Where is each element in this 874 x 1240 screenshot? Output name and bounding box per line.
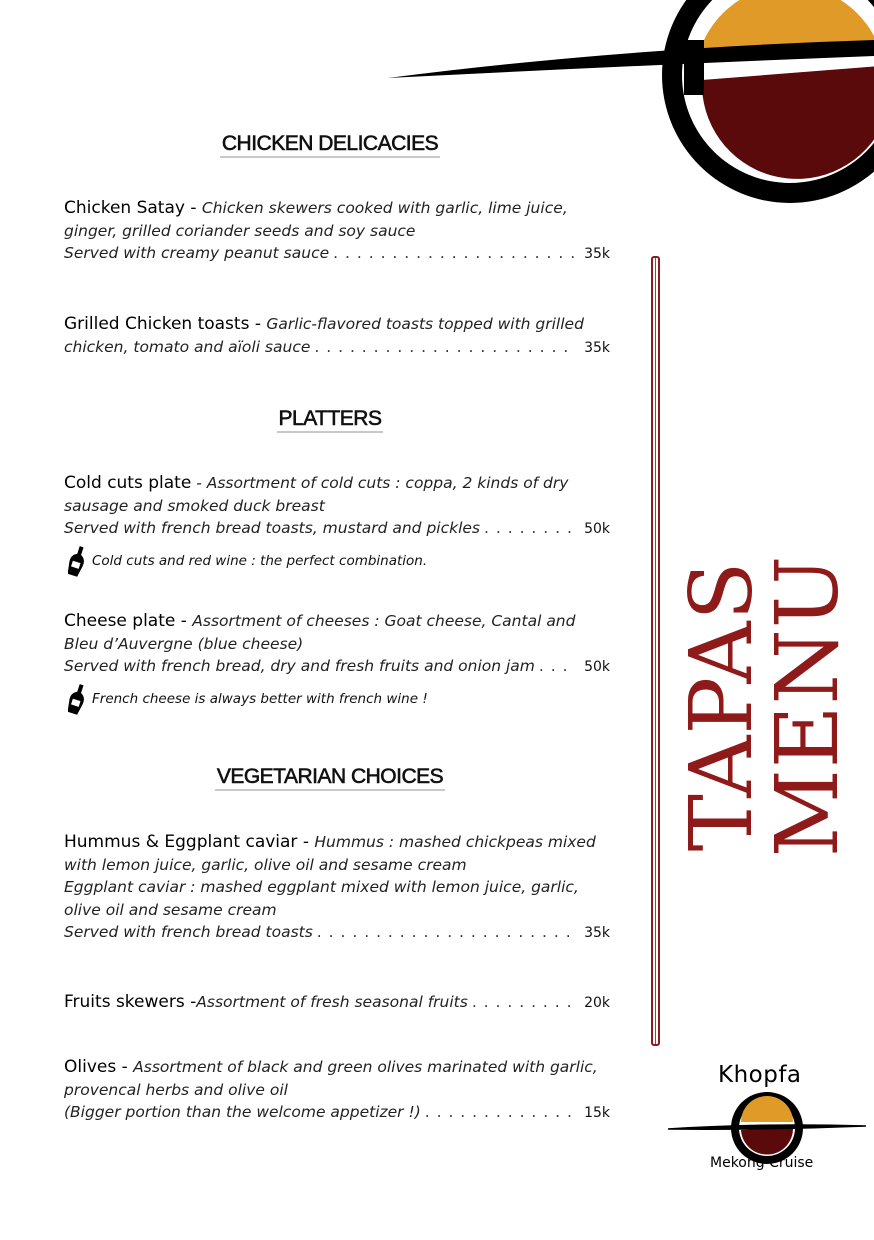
dot-leader	[314, 336, 574, 359]
dot-leader	[484, 517, 574, 540]
section-title-vegetarian: VEGETARIAN CHOICES	[60, 765, 600, 791]
item-name: Hummus & Eggplant caviar -	[64, 832, 315, 852]
item-price: 35k	[584, 246, 610, 263]
dot-leader	[539, 655, 574, 678]
item-name: Grilled Chicken toasts -	[64, 314, 267, 334]
item-desc: Served with french bread toasts, mustard and pickles	[64, 519, 481, 538]
item-desc: Served with french bread, dry and fresh fruits and onion jam	[64, 657, 535, 676]
section-title-chicken: CHICKEN DELICACIES	[60, 132, 600, 158]
item-desc: Served with french bread toasts	[64, 923, 313, 942]
menu-item-hummus-eggplant	[64, 831, 610, 945]
wine-bottle-icon	[68, 545, 86, 577]
menu-item-fruits-skewers	[64, 991, 610, 1015]
wine-pairing-tip	[68, 545, 427, 577]
item-desc: Assortment of cold cuts : coppa, 2 kinds of dry	[206, 474, 569, 492]
item-name: Chicken Satay -	[64, 198, 202, 218]
menu-item-cheese-plate	[64, 610, 610, 679]
menu-item-cold-cuts-plate	[64, 472, 610, 541]
vertical-divider-rail	[651, 256, 660, 1046]
item-price: 50k	[584, 521, 610, 538]
item-price: 35k	[584, 339, 610, 356]
brand-tagline: Mekong Cruise	[710, 1155, 814, 1171]
item-desc: Garlic-flavored toasts topped with grilled	[266, 315, 584, 333]
item-desc: chicken, tomato and aïoli sauce	[64, 337, 311, 356]
item-desc: (Bigger portion than the welcome appetizer !)	[64, 1103, 421, 1122]
item-name: Cold cuts plate	[64, 473, 192, 493]
item-price: 35k	[584, 925, 610, 942]
dot-leader	[425, 1101, 574, 1124]
item-name: Cheese plate -	[64, 611, 193, 631]
menu-item-chicken-satay	[64, 197, 610, 266]
item-desc: Hummus : mashed chickpeas mixed	[314, 833, 596, 851]
item-desc: provencal herbs and olive oil	[64, 1080, 288, 1099]
item-desc: olive oil and sesame cream	[64, 900, 277, 919]
item-price: 15k	[584, 1105, 610, 1122]
item-price: 20k	[584, 995, 610, 1011]
item-name: Fruits skewers -	[64, 992, 197, 1012]
item-name: Olives -	[64, 1057, 134, 1077]
item-desc: Served with creamy peanut sauce	[64, 244, 330, 263]
dot-leader	[472, 991, 574, 1014]
item-separator: -	[191, 474, 207, 492]
item-price: 50k	[584, 659, 610, 676]
item-desc: Bleu d’Auvergne (blue cheese)	[64, 634, 304, 653]
item-desc: Assortment of fresh seasonal fruits	[196, 993, 468, 1011]
item-desc: sausage and smoked duck breast	[64, 496, 325, 515]
vertical-menu-title: TAPAS MENU	[672, 554, 858, 858]
wine-bottle-icon	[68, 683, 86, 715]
item-desc: Chicken skewers cooked with garlic, lime juice,	[201, 199, 568, 217]
dot-leader	[317, 921, 574, 944]
tip-text: Cold cuts and red wine : the perfect combination.	[92, 553, 428, 569]
item-desc: Assortment of cheeses : Goat cheese, Cantal and	[192, 612, 576, 630]
tip-text: French cheese is always better with french wine !	[92, 691, 428, 707]
brand-name: Khopfa	[718, 1062, 802, 1088]
menu-item-grilled-chicken-toasts	[64, 313, 610, 359]
wine-pairing-tip	[68, 683, 428, 715]
header-emblem-graphic	[0, 0, 874, 210]
menu-item-olives	[64, 1056, 610, 1125]
item-desc: ginger, grilled coriander seeds and soy sauce	[64, 221, 416, 240]
item-desc: with lemon juice, garlic, olive oil and sesame cream	[64, 855, 467, 874]
section-title-platters: PLATTERS	[60, 407, 600, 433]
item-desc: Eggplant caviar : mashed eggplant mixed with lemon juice, garlic,	[64, 878, 579, 897]
dot-leader	[333, 242, 574, 265]
item-desc: Assortment of black and green olives marinated with garlic,	[133, 1058, 598, 1076]
